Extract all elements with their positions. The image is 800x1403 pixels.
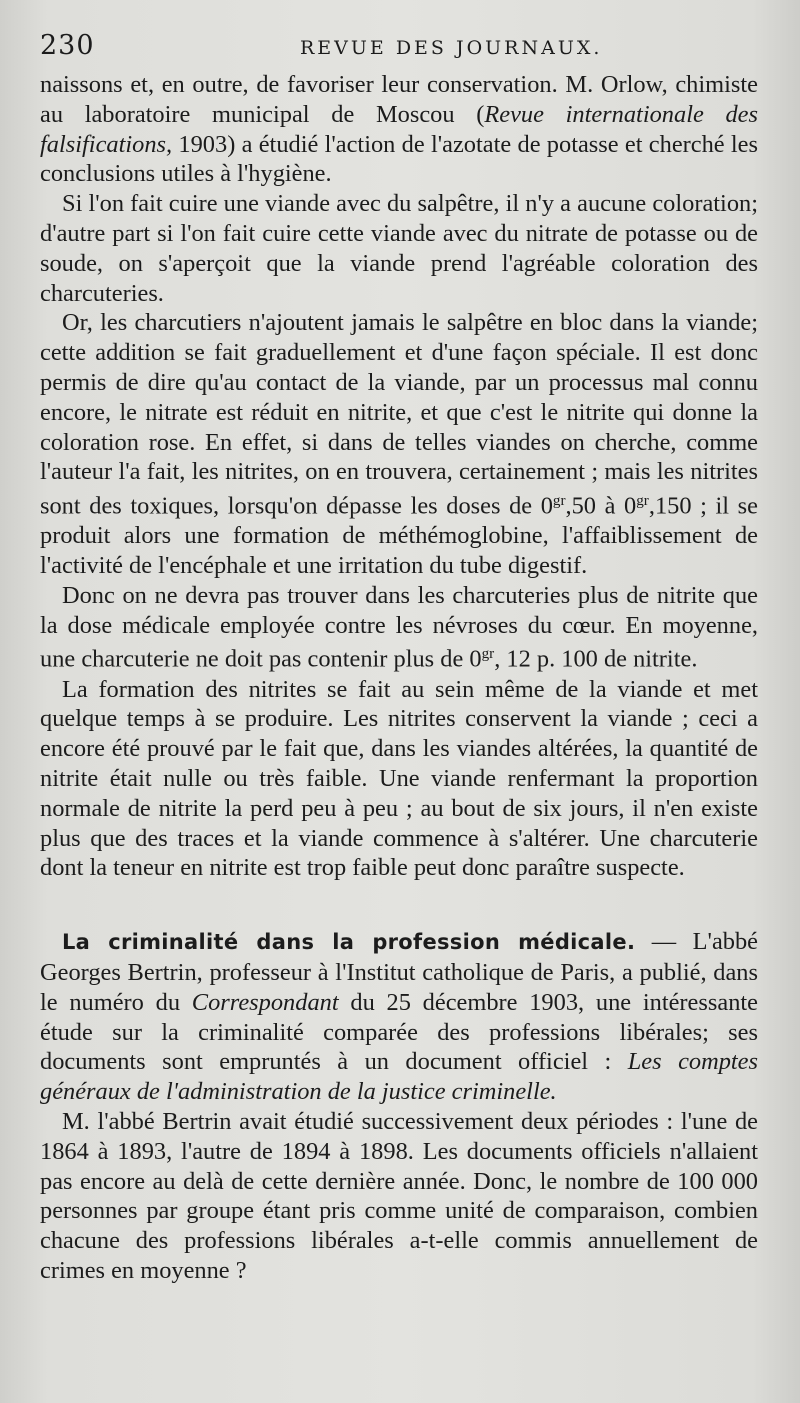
- paragraph-3: Or, les charcutiers n'ajoutent jamais le salpêtre en bloc dans la viande; cette addition se fait graduellement et d'une façon spéciale. Il est donc permis de dire qu'au contact de la viande, par un processus mal connu encore, le nitrate est réduit en nitrite, et que c'est le nitrite qui donne la coloration rose. En effet, si dans de telles viandes on cherche, comme l'auteur l'a fait, les nitrites, on en trouvera, certainement ; mais les nitrites sont des toxiques, lorsqu'on dépasse les doses de $0^{gr},50$ à $0^{gr},150$ ; il se produit alors une formation de méthémoglobine, l'affaiblissement de l'activité de l'encéphale et une irritation du tube digestif.: [40, 309, 759, 580]
- page-number: 230: [40, 30, 95, 61]
- section-title: La criminalité dans la profession médicale.: [62, 930, 636, 955]
- official-document-title: Les comptes généraux de l'administration de la justice criminelle.: [40, 1048, 758, 1106]
- body-text: [40, 70, 758, 1286]
- section-gap: [40, 883, 758, 927]
- running-head: [40, 30, 760, 70]
- running-title: REVUE DES JOURNAUX.: [300, 37, 603, 59]
- journal-title: Revue internationale des falsifications,: [40, 100, 758, 158]
- journal-correspondant: Correspondant: [191, 988, 339, 1016]
- paragraph-1: naissons et, en outre, de favoriser leur conservation. M. Orlow, chimiste au laboratoire municipal de Moscou (Revue internationale des falsifications, 1903) a étudié l'action de l'azotate de potasse et cherché les conclusions utiles à l'hygiène.: [40, 71, 758, 188]
- paragraph-2: Si l'on fait cuire une viande avec du salpêtre, il n'y a aucune coloration; d'autre part si l'on fait cuire cette viande avec du nitrate de potasse ou de soude, on s'aperçoit que la viande prend l'agréable coloration des charcuteries.: [40, 190, 758, 307]
- paragraph-7: M. l'abbé Bertrin avait étudié successivement deux périodes : l'une de 1864 à 1893, l'autre de 1894 à 1898. Les documents officiels n'allaient pas encore au delà de cette dernière année. Donc, le nombre de 100 000 personnes par groupe étant pris comme unité de comparaison, combien chacune des professions libérales a-t-elle commis annuellement de crimes en moyenne ?: [40, 1107, 758, 1284]
- paragraph-4: Donc on ne devra pas trouver dans les charcuteries plus de nitrite que la dose médicale employée contre les névroses du cœur. En moyenne, une charcuterie ne doit pas contenir plus de $0^{gr}$, 12 p. 100 de nitrite.: [40, 581, 758, 673]
- paragraph-5: La formation des nitrites se fait au sein même de la viande et met quelque temps à se produire. Les nitrites conservent la viande ; ceci a encore été prouvé par le fait que, dans les viandes altérées, la quantité de nitrite était nulle ou très faible. Une viande renfermant la proportion normale de nitrite la perd peu à peu ; au bout de six jours, il n'en existe plus que des traces et la viande commence à s'altérer. Une charcuterie dont la teneur en nitrite est trop faible peut donc paraître suspecte.: [40, 675, 758, 882]
- paragraph-6: La criminalité dans la profession médicale. — L'abbé Georges Bertrin, professeur à l'Institut catholique de Paris, a publié, dans le numéro du Correspondant du 25 décembre 1903, une intéressante étude sur la criminalité comparée des professions libérales; ses documents sont empruntés à un document officiel : Les comptes généraux de l'administration de la justice criminelle.: [40, 928, 758, 1106]
